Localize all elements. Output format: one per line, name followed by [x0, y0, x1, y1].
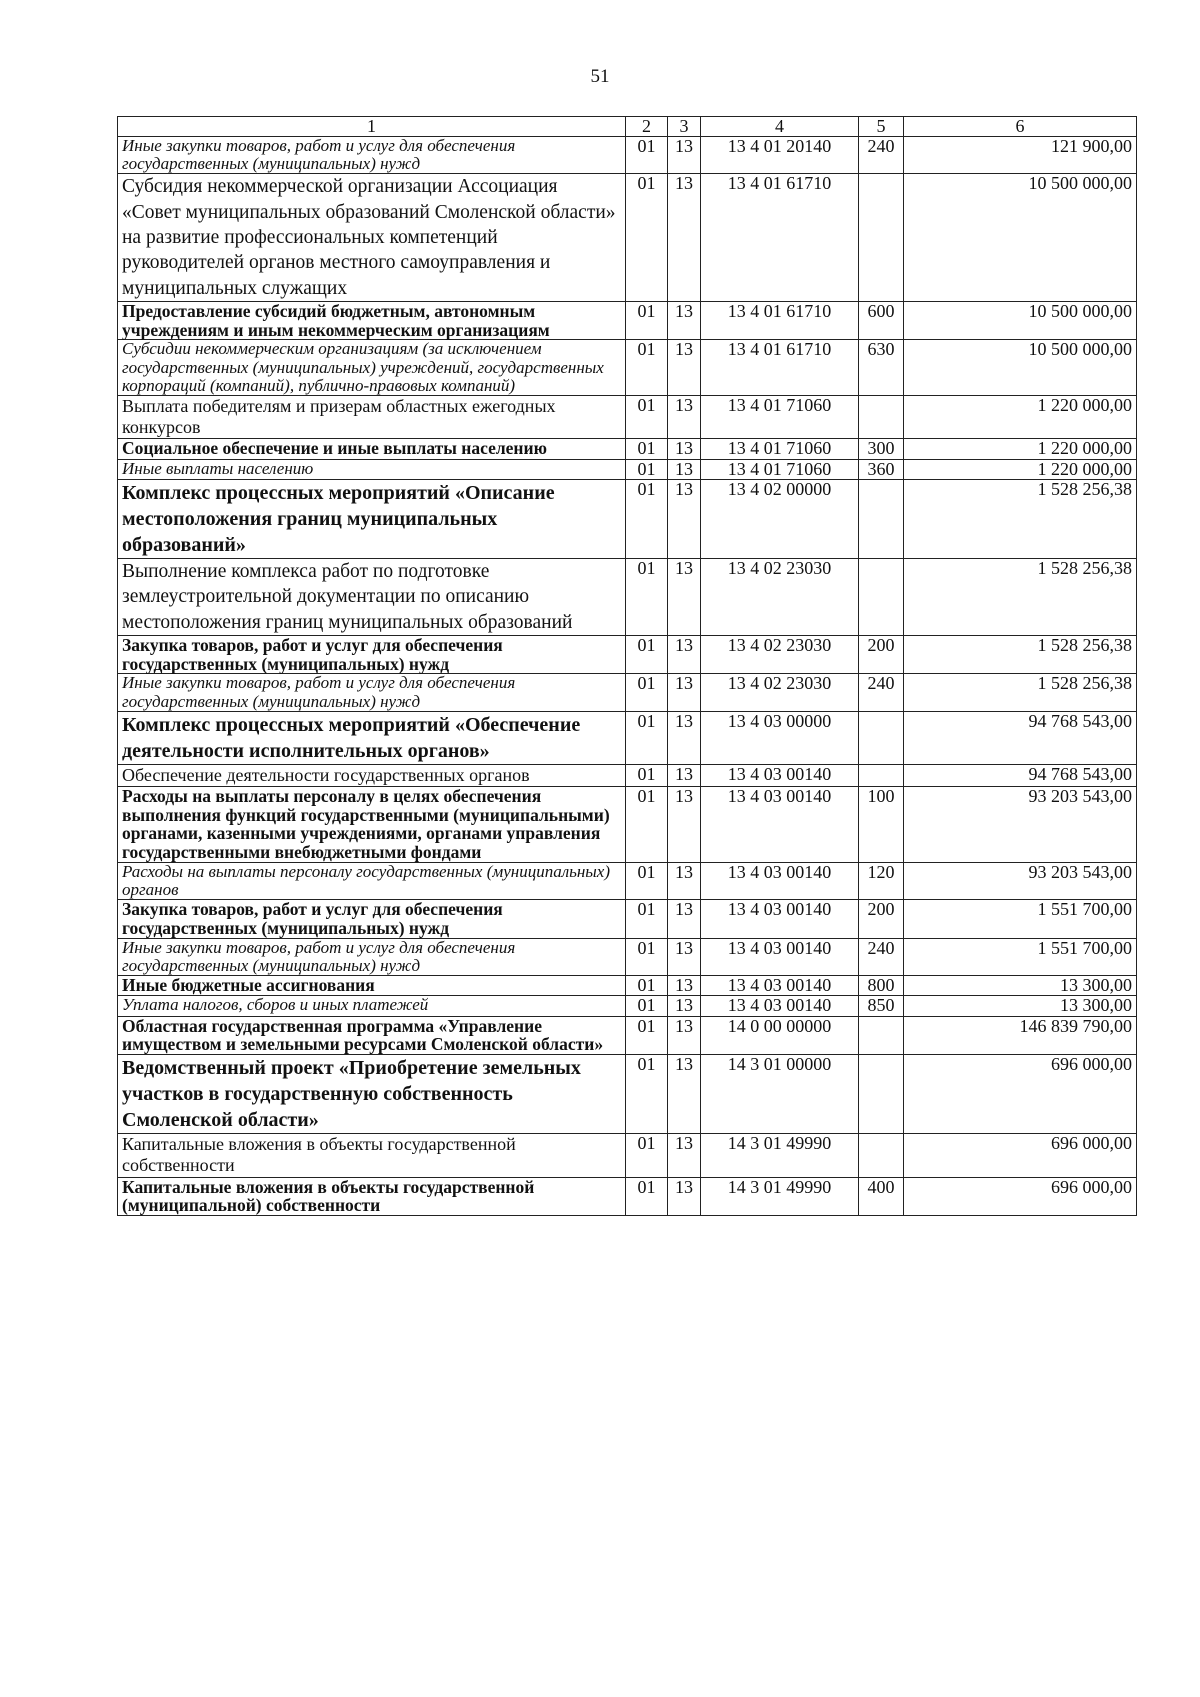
row-subsection: 13: [668, 900, 701, 938]
row-amount: 10 500 000,00: [904, 301, 1137, 339]
row-expense-type: [859, 764, 904, 786]
header-col-6: 6: [904, 117, 1137, 137]
row-amount: 10 500 000,00: [904, 174, 1137, 302]
row-target-code: 13 4 03 00140: [701, 764, 859, 786]
row-expense-type: 850: [859, 996, 904, 1016]
row-amount: 1 220 000,00: [904, 459, 1137, 479]
row-subsection: 13: [668, 439, 701, 459]
row-section: 01: [626, 459, 668, 479]
row-section: 01: [626, 976, 668, 996]
header-col-3: 3: [668, 117, 701, 137]
table-row: [118, 459, 1137, 479]
row-target-code: 13 4 01 61710: [701, 340, 859, 396]
row-name: Социальное обеспечение и иные выплаты населению: [118, 439, 626, 459]
row-name: Расходы на выплаты персоналу в целях обеспечения выполнения функций государственными (муниципальными) органами, казенными учреждениями, органами управления государственными внебюджетными фондами: [118, 787, 626, 863]
table-row: [118, 900, 1137, 938]
row-name: Иные закупки товаров, работ и услуг для обеспечения государственных (муниципальных) нужд: [118, 136, 626, 173]
row-expense-type: [859, 1134, 904, 1177]
row-name: Комплекс процессных мероприятий «Обеспечение деятельности исполнительных органов»: [118, 711, 626, 764]
table-row: [118, 787, 1137, 863]
row-section: 01: [626, 996, 668, 1016]
row-name: Областная государственная программа «Управление имуществом и земельными ресурсами Смоленской области»: [118, 1016, 626, 1054]
table-row: [118, 301, 1137, 339]
row-expense-type: 800: [859, 976, 904, 996]
row-subsection: 13: [668, 764, 701, 786]
row-subsection: 13: [668, 479, 701, 558]
row-amount: 13 300,00: [904, 996, 1137, 1016]
row-subsection: 13: [668, 1177, 701, 1215]
row-section: 01: [626, 1055, 668, 1134]
row-name: Уплата налогов, сборов и иных платежей: [118, 996, 626, 1016]
row-section: 01: [626, 1134, 668, 1177]
row-subsection: 13: [668, 1016, 701, 1054]
row-amount: 1 528 256,38: [904, 635, 1137, 673]
row-expense-type: 240: [859, 938, 904, 975]
table-row: [118, 635, 1137, 673]
row-target-code: 13 4 03 00140: [701, 900, 859, 938]
row-target-code: 13 4 01 71060: [701, 395, 859, 438]
row-amount: 696 000,00: [904, 1177, 1137, 1215]
table-row: [118, 439, 1137, 459]
row-subsection: 13: [668, 301, 701, 339]
row-expense-type: 400: [859, 1177, 904, 1215]
row-name: Капитальные вложения в объекты государственной собственности: [118, 1134, 626, 1177]
row-section: 01: [626, 764, 668, 786]
row-target-code: 13 4 02 23030: [701, 674, 859, 711]
row-section: 01: [626, 395, 668, 438]
row-subsection: 13: [668, 862, 701, 899]
row-name: Комплекс процессных мероприятий «Описание местоположения границ муниципальных образований»: [118, 479, 626, 558]
row-section: 01: [626, 136, 668, 173]
row-target-code: 13 4 01 61710: [701, 301, 859, 339]
row-expense-type: [859, 479, 904, 558]
budget-table: [117, 116, 1137, 1216]
row-section: 01: [626, 674, 668, 711]
row-expense-type: 240: [859, 136, 904, 173]
row-name: Обеспечение деятельности государственных органов: [118, 764, 626, 786]
row-expense-type: [859, 558, 904, 635]
row-amount: 1 528 256,38: [904, 558, 1137, 635]
row-subsection: 13: [668, 635, 701, 673]
row-target-code: 13 4 01 61710: [701, 174, 859, 302]
row-name: Предоставление субсидий бюджетным, автономным учреждениям и иным некоммерческим организациям: [118, 301, 626, 339]
table-row: [118, 938, 1137, 975]
table-row: [118, 479, 1137, 558]
row-name: Закупка товаров, работ и услуг для обеспечения государственных (муниципальных) нужд: [118, 900, 626, 938]
table-row: [118, 1134, 1137, 1177]
row-expense-type: 240: [859, 674, 904, 711]
row-subsection: 13: [668, 136, 701, 173]
table-row: [118, 395, 1137, 438]
row-name: Выплата победителям и призерам областных ежегодных конкурсов: [118, 395, 626, 438]
row-expense-type: 200: [859, 635, 904, 673]
row-target-code: 13 4 03 00000: [701, 711, 859, 764]
row-amount: 93 203 543,00: [904, 787, 1137, 863]
row-target-code: 13 4 02 23030: [701, 635, 859, 673]
row-name: Субсидия некоммерческой организации Ассоциация «Совет муниципальных образований Смоленской области» на развитие профессиональных компетенций руководителей органов местного самоуправления и муниципальных служащих: [118, 174, 626, 302]
row-name: Субсидии некоммерческим организациям (за исключением государственных (муниципальных) учреждений, государственных корпораций (компаний), публично-правовых компаний): [118, 340, 626, 396]
page-number: 51: [590, 66, 610, 87]
row-section: 01: [626, 938, 668, 975]
row-name: Ведомственный проект «Приобретение земельных участков в государственную собственность Смоленской области»: [118, 1055, 626, 1134]
row-section: 01: [626, 174, 668, 302]
row-section: 01: [626, 340, 668, 396]
row-expense-type: [859, 711, 904, 764]
row-section: 01: [626, 900, 668, 938]
row-subsection: 13: [668, 938, 701, 975]
row-expense-type: [859, 1016, 904, 1054]
row-name: Расходы на выплаты персоналу государственных (муниципальных) органов: [118, 862, 626, 899]
row-expense-type: 120: [859, 862, 904, 899]
table-row: [118, 1016, 1137, 1054]
row-target-code: 13 4 02 00000: [701, 479, 859, 558]
table-row: [118, 996, 1137, 1016]
row-amount: 696 000,00: [904, 1134, 1137, 1177]
row-target-code: 13 4 01 20140: [701, 136, 859, 173]
row-section: 01: [626, 558, 668, 635]
header-col-4: 4: [701, 117, 859, 137]
row-section: 01: [626, 711, 668, 764]
row-subsection: 13: [668, 459, 701, 479]
row-expense-type: [859, 395, 904, 438]
row-amount: 93 203 543,00: [904, 862, 1137, 899]
row-subsection: 13: [668, 711, 701, 764]
row-amount: 1 220 000,00: [904, 439, 1137, 459]
row-target-code: 14 3 01 49990: [701, 1134, 859, 1177]
row-subsection: 13: [668, 1134, 701, 1177]
table-row: [118, 711, 1137, 764]
header-col-5: 5: [859, 117, 904, 137]
row-section: 01: [626, 301, 668, 339]
row-subsection: 13: [668, 395, 701, 438]
row-target-code: 14 0 00 00000: [701, 1016, 859, 1054]
row-target-code: 13 4 01 71060: [701, 459, 859, 479]
row-name: Закупка товаров, работ и услуг для обеспечения государственных (муниципальных) нужд: [118, 635, 626, 673]
row-section: 01: [626, 787, 668, 863]
row-target-code: 13 4 03 00140: [701, 938, 859, 975]
row-section: 01: [626, 635, 668, 673]
row-target-code: 13 4 02 23030: [701, 558, 859, 635]
row-amount: 1 528 256,38: [904, 674, 1137, 711]
table-row: [118, 174, 1137, 302]
table-row: [118, 1055, 1137, 1134]
row-expense-type: [859, 174, 904, 302]
row-target-code: 13 4 01 71060: [701, 439, 859, 459]
table-row: [118, 340, 1137, 396]
row-name: Выполнение комплекса работ по подготовке землеустроительной документации по описанию местоположения границ муниципальных образований: [118, 558, 626, 635]
row-amount: 1 551 700,00: [904, 938, 1137, 975]
row-expense-type: 600: [859, 301, 904, 339]
row-section: 01: [626, 862, 668, 899]
row-target-code: 14 3 01 49990: [701, 1177, 859, 1215]
table-row: [118, 764, 1137, 786]
row-name: Иные выплаты населению: [118, 459, 626, 479]
row-name: Иные закупки товаров, работ и услуг для обеспечения государственных (муниципальных) нужд: [118, 674, 626, 711]
row-amount: 146 839 790,00: [904, 1016, 1137, 1054]
table-row: [118, 1177, 1137, 1215]
row-section: 01: [626, 439, 668, 459]
row-name: Капитальные вложения в объекты государственной (муниципальной) собственности: [118, 1177, 626, 1215]
row-expense-type: 630: [859, 340, 904, 396]
row-target-code: 13 4 03 00140: [701, 787, 859, 863]
row-amount: 10 500 000,00: [904, 340, 1137, 396]
row-amount: 94 768 543,00: [904, 711, 1137, 764]
row-subsection: 13: [668, 976, 701, 996]
header-row: [118, 117, 1137, 137]
budget-table-body: [118, 117, 1137, 1216]
table-row: [118, 136, 1137, 173]
row-expense-type: 100: [859, 787, 904, 863]
row-name: Иные закупки товаров, работ и услуг для обеспечения государственных (муниципальных) нужд: [118, 938, 626, 975]
row-expense-type: 300: [859, 439, 904, 459]
table-row: [118, 862, 1137, 899]
row-amount: 13 300,00: [904, 976, 1137, 996]
row-target-code: 13 4 03 00140: [701, 976, 859, 996]
row-amount: 121 900,00: [904, 136, 1137, 173]
row-expense-type: 200: [859, 900, 904, 938]
row-subsection: 13: [668, 787, 701, 863]
row-subsection: 13: [668, 558, 701, 635]
header-col-1: 1: [118, 117, 626, 137]
table-row: [118, 976, 1137, 996]
row-amount: 1 220 000,00: [904, 395, 1137, 438]
row-amount: 1 551 700,00: [904, 900, 1137, 938]
row-subsection: 13: [668, 996, 701, 1016]
row-subsection: 13: [668, 674, 701, 711]
row-subsection: 13: [668, 340, 701, 396]
row-section: 01: [626, 1016, 668, 1054]
header-col-2: 2: [626, 117, 668, 137]
row-expense-type: 360: [859, 459, 904, 479]
row-name: Иные бюджетные ассигнования: [118, 976, 626, 996]
row-target-code: 14 3 01 00000: [701, 1055, 859, 1134]
table-row: [118, 558, 1137, 635]
table-row: [118, 674, 1137, 711]
row-subsection: 13: [668, 174, 701, 302]
row-target-code: 13 4 03 00140: [701, 862, 859, 899]
row-expense-type: [859, 1055, 904, 1134]
row-subsection: 13: [668, 1055, 701, 1134]
row-target-code: 13 4 03 00140: [701, 996, 859, 1016]
row-amount: 94 768 543,00: [904, 764, 1137, 786]
row-section: 01: [626, 479, 668, 558]
row-amount: 696 000,00: [904, 1055, 1137, 1134]
row-section: 01: [626, 1177, 668, 1215]
row-amount: 1 528 256,38: [904, 479, 1137, 558]
